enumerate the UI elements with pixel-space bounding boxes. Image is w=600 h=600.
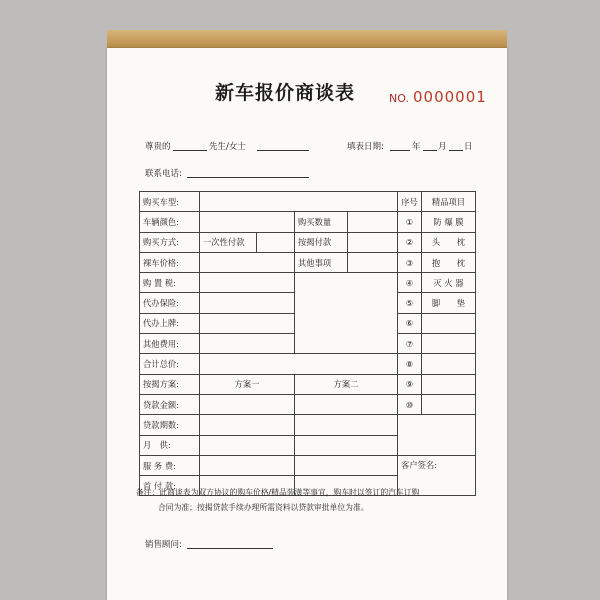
item-8-field[interactable] xyxy=(422,354,476,374)
year-label: 年 xyxy=(412,142,421,152)
form-sheet xyxy=(107,48,507,600)
loan-periods-plan1[interactable] xyxy=(200,415,295,435)
day-label: 日 xyxy=(464,142,473,152)
loan-amount-plan1[interactable] xyxy=(200,394,295,414)
total-label: 合计总价: xyxy=(140,354,200,374)
remark xyxy=(136,485,486,515)
monthly-label: 月 供: xyxy=(140,435,200,455)
seq-7: ⑦ xyxy=(398,334,422,354)
item-header: 精品项目 xyxy=(422,192,476,212)
item-5: 脚 垫 xyxy=(422,293,476,313)
total-field[interactable] xyxy=(200,354,398,374)
table-row xyxy=(140,354,476,374)
sales-advisor-field[interactable] xyxy=(187,548,273,549)
color-label: 车辆颜色: xyxy=(140,212,200,232)
loan-periods-plan2[interactable] xyxy=(295,415,398,435)
service-fee-plan1[interactable] xyxy=(200,455,295,475)
loan-amount-plan2[interactable] xyxy=(295,394,398,414)
other-matters-area[interactable] xyxy=(295,273,398,354)
other-matters-field[interactable] xyxy=(348,252,398,272)
service-fee-label: 服 务 费: xyxy=(140,455,200,475)
mortgage-option[interactable]: 按揭付款 xyxy=(295,232,348,252)
bare-price-label: 裸车价格: xyxy=(140,252,200,272)
extra-items-area[interactable] xyxy=(398,415,476,456)
year-field[interactable] xyxy=(390,150,410,151)
model-field[interactable] xyxy=(200,192,398,212)
seq-9: ⑨ xyxy=(398,374,422,394)
seq-5: ⑤ xyxy=(398,293,422,313)
seq-1: ① xyxy=(398,212,422,232)
full-payment-option[interactable]: 一次性付款 xyxy=(200,232,257,252)
seq-header: 序号 xyxy=(398,192,422,212)
table-row xyxy=(140,374,476,394)
item-7-field[interactable] xyxy=(422,334,476,354)
fill-date-label: 填表日期: xyxy=(347,142,384,152)
table-row xyxy=(140,212,476,232)
loan-amount-label: 贷款金额: xyxy=(140,394,200,414)
monthly-plan2[interactable] xyxy=(295,435,398,455)
seq-4: ④ xyxy=(398,273,422,293)
table-row xyxy=(140,455,476,475)
table-row xyxy=(140,252,476,272)
item-9-field[interactable] xyxy=(422,374,476,394)
table-row xyxy=(140,192,476,212)
purchase-tax-label: 购 置 税: xyxy=(140,273,200,293)
table-row xyxy=(140,394,476,414)
service-fee-plan2[interactable] xyxy=(295,455,398,475)
qty-field[interactable] xyxy=(348,212,398,232)
quote-table xyxy=(139,191,476,496)
item-2: 头 枕 xyxy=(422,232,476,252)
remark-line-2: 合同为准；按揭贷款手续办理所需资料以贷款审批单位为准。 xyxy=(158,503,369,512)
mr-ms-label: 先生/女士 xyxy=(209,142,246,152)
form-number-label: NO. xyxy=(389,92,409,105)
monthly-plan1[interactable] xyxy=(200,435,295,455)
plan-one-label: 方案一 xyxy=(200,374,295,394)
plan-two-label: 方案二 xyxy=(295,374,398,394)
payment-label: 购买方式: xyxy=(140,232,200,252)
customer-title-field[interactable] xyxy=(257,150,309,151)
model-label: 购买车型: xyxy=(140,192,200,212)
table-row xyxy=(140,232,476,252)
table-row xyxy=(140,415,476,435)
day-field[interactable] xyxy=(449,150,463,151)
mortgage-field[interactable] xyxy=(348,232,398,252)
loan-plan-label: 按揭方案: xyxy=(140,374,200,394)
item-4: 灭 火 器 xyxy=(422,273,476,293)
phone-label: 联系电话: xyxy=(145,169,182,179)
other-fees-label: 其他费用: xyxy=(140,334,200,354)
respected-label: 尊贵的 xyxy=(145,142,171,152)
item-3: 抱 枕 xyxy=(422,252,476,272)
seq-6: ⑥ xyxy=(398,313,422,333)
loan-periods-label: 贷款期数: xyxy=(140,415,200,435)
bare-price-field[interactable] xyxy=(200,252,295,272)
qty-label: 购买数量 xyxy=(295,212,348,232)
full-payment-field[interactable] xyxy=(257,232,295,252)
down-payment-label: 首 付 款: xyxy=(140,476,200,496)
plate-field[interactable] xyxy=(200,313,295,333)
seq-8: ⑧ xyxy=(398,354,422,374)
remark-line-1: 备注：此商谈表为双方协议的购车价格/精品装潢等事宜，购车时以签订的汽车订购 xyxy=(136,488,420,497)
seq-2: ② xyxy=(398,232,422,252)
table-row xyxy=(140,273,476,293)
item-10-field[interactable] xyxy=(422,394,476,414)
month-label: 月 xyxy=(438,142,447,152)
other-matters-label: 其他事项 xyxy=(295,252,348,272)
customer-sign-label[interactable]: 客户签名: xyxy=(398,455,476,496)
other-fees-field[interactable] xyxy=(200,334,295,354)
plate-label: 代办上牌: xyxy=(140,313,200,333)
customer-name-field[interactable] xyxy=(173,150,207,151)
seq-3: ③ xyxy=(398,252,422,272)
phone-field[interactable] xyxy=(187,177,309,178)
item-1: 防 爆 膜 xyxy=(422,212,476,232)
insurance-field[interactable] xyxy=(200,293,295,313)
item-6-field[interactable] xyxy=(422,313,476,333)
month-field[interactable] xyxy=(423,150,437,151)
insurance-label: 代办保险: xyxy=(140,293,200,313)
sales-advisor-label: 销售顾问: xyxy=(145,540,182,550)
seq-10: ⑩ xyxy=(398,394,422,414)
purchase-tax-field[interactable] xyxy=(200,273,295,293)
form-number: 0000001 xyxy=(413,88,487,106)
form-title: 新车报价商谈表 xyxy=(215,82,356,104)
paper-binding xyxy=(107,30,507,50)
color-field[interactable] xyxy=(200,212,295,232)
